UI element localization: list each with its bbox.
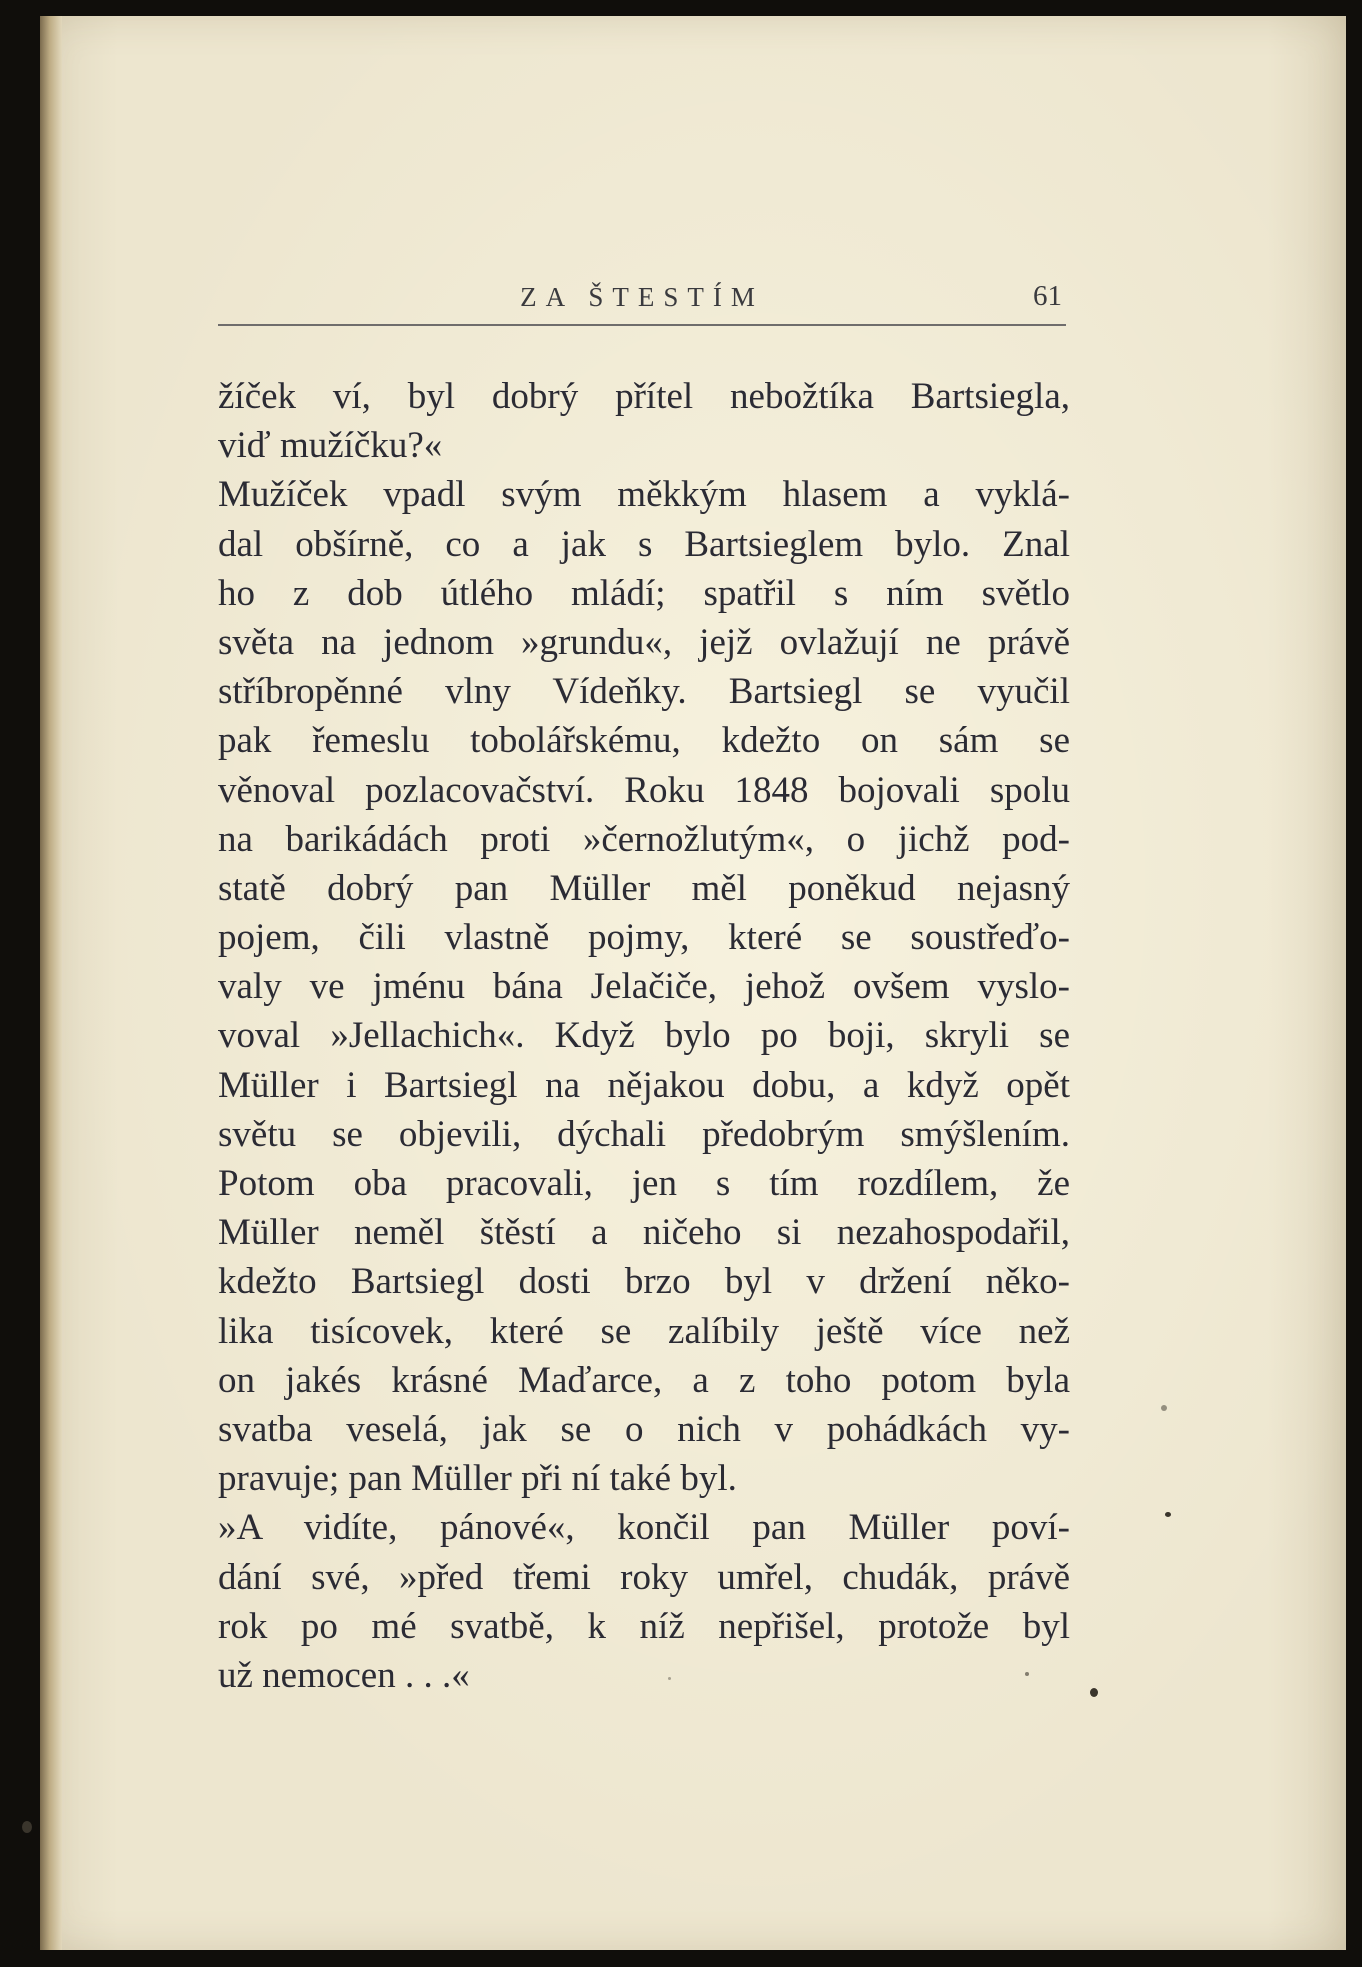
- text-line: svatba veselá, jak se o nich v pohádkách vy-: [218, 1408, 1070, 1450]
- text-line: pojem, čili vlastně pojmy, které se soustřeďo-: [218, 917, 1070, 959]
- text-line: lika tisícovek, které se zalíbily ještě více než: [218, 1310, 1070, 1352]
- text-line: Potom oba pracovali, jen s tím rozdílem, že: [218, 1163, 1070, 1204]
- text-line: světu se objevili, dýchali předobrým smýšlením.: [218, 1113, 1070, 1155]
- text-line: stříbropěnné vlny Vídeňky. Bartsiegl se vyučil: [218, 671, 1070, 713]
- scan-speck: [668, 1677, 671, 1680]
- text-line: Müller neměl štěstí a ničeho si nezahospodařil,: [218, 1212, 1070, 1254]
- text-line: na barikádách proti »černožlutým«, o jichž pod-: [218, 818, 1070, 860]
- scan-speck: [22, 1821, 32, 1833]
- text-line: ho z dob útlého mládí; spatřil s ním světlo: [218, 572, 1070, 614]
- text-line: on jakés krásné Maďarce, a z toho potom byla: [218, 1359, 1070, 1401]
- scan-speck: [1165, 1512, 1171, 1517]
- text-line: valy ve jménu bána Jelačiče, jehož ovšem vyslo-: [218, 966, 1070, 1008]
- header-rule: [218, 324, 1066, 326]
- page-number: 61: [1033, 280, 1062, 312]
- text-line: pak řemeslu tobolářskému, kdežto on sám se: [218, 720, 1070, 762]
- text-line: kdežto Bartsiegl dosti brzo byl v držení něko-: [218, 1261, 1070, 1303]
- text-line: Mužíček vpadl svým měkkým hlasem a vyklá-: [218, 474, 1070, 516]
- body-text: [218, 372, 1070, 1700]
- text-line: Müller i Bartsiegl na nějakou dobu, a když opět: [218, 1064, 1070, 1106]
- scan-speck: [1025, 1672, 1029, 1676]
- page-gutter: [40, 16, 62, 1950]
- scan-speck: [1161, 1405, 1167, 1411]
- text-line: rok po mé svatbě, k níž nepřišel, protože byl: [218, 1605, 1070, 1647]
- text-line: voval »Jellachich«. Když bylo po boji, skryli se: [218, 1015, 1070, 1057]
- running-head: [218, 278, 1066, 324]
- text-line: světa na jednom »grundu«, jejž ovlažují ne právě: [218, 621, 1070, 663]
- text-line: viď mužíčku?«: [218, 425, 443, 467]
- text-line: »A vidíte, pánové«, končil pan Müller poví-: [218, 1507, 1070, 1549]
- scan-speck: [1090, 1688, 1098, 1697]
- text-line: dání své, »před třemi roky umřel, chudák, právě: [218, 1556, 1070, 1598]
- text-line: už nemocen . . .«: [218, 1654, 470, 1696]
- text-line: statě dobrý pan Müller měl poněkud nejasný: [218, 867, 1070, 909]
- running-head-title: ZA ŠTESTÍM: [520, 282, 764, 312]
- text-line: věnoval pozlacovačství. Roku 1848 bojovali spolu: [218, 769, 1070, 811]
- text-line: žíček ví, byl dobrý přítel nebožtíka Bartsiegla,: [218, 376, 1070, 417]
- text-line: pravuje; pan Müller při ní také byl.: [218, 1458, 737, 1500]
- text-line: dal obšírně, co a jak s Bartsieglem bylo. Znal: [218, 523, 1070, 565]
